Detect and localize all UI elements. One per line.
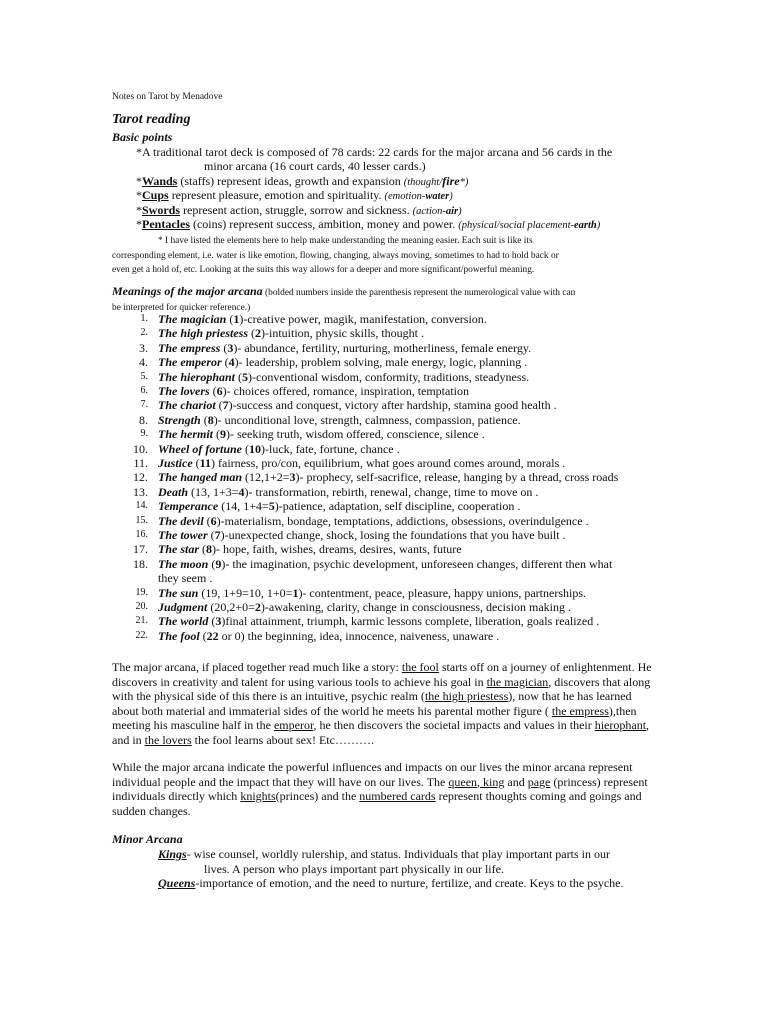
wands-text: (staffs) represent ideas, growth and expansion <box>177 174 404 188</box>
queens-text: -importance of emotion, and the need to nurture, fertilize, and create. Keys to the psyche. <box>195 876 624 890</box>
kings-label: Kings <box>158 847 187 861</box>
major-arcana-desc-1: (bolded numbers inside the parenthesis represent the numerological value with can <box>262 288 576 298</box>
item-text: The devil (6)-materialism, bondage, temptations, addictions, obsessions, overindulgence . <box>158 513 589 528</box>
wands-element: (thought/fire*) <box>403 174 469 188</box>
item-text: The hanged man (12,1+2=3)- prophecy, self-sacrifice, release, hanging by a thread, cross roads <box>158 470 619 485</box>
card-meaning: they seem . <box>158 571 213 586</box>
major-arcana-heading <box>112 284 660 315</box>
card-meaning: )- contentment, peace, pleasure, happy unions, partnerships. <box>298 585 587 600</box>
major-arcana-item <box>0 384 768 398</box>
card-name: The devil <box>158 513 204 528</box>
minor-arcana-title: Minor Arcana <box>112 832 183 846</box>
item-number: 19. <box>135 586 148 598</box>
basic-line-1: *A traditional tarot deck is composed of 78 cards: 22 cards for the major arcana and 56 cards in the <box>136 145 613 159</box>
basic-line-2: minor arcana (16 court cards, 40 lesser cards.) <box>204 159 426 173</box>
minor-intro-paragraph: While the major arcana indicate the powerful influences and impacts on our lives the minor arcana represent individual people and the impact that they will have on our lives. The queen, king and page (princess) represent individuals directly which knights(princes) and the numbered cards represent thoughts coming and goings and sudden changes. <box>112 760 648 818</box>
card-meaning: ) fairness, pro/con, equilibrium, what goes around comes around, morals . <box>211 456 566 470</box>
numerology-value: 4 <box>228 355 235 370</box>
major-arcana-item <box>0 600 768 614</box>
link-knights: knights <box>240 789 276 803</box>
card-meaning: )-creative power, magik, manifestation, conversion. <box>239 312 487 326</box>
item-number: 8. <box>139 412 148 427</box>
numerology-value: 7 <box>214 528 221 542</box>
numerology-value: 1 <box>233 312 240 326</box>
card-name: The chariot <box>158 398 216 413</box>
bullet-star: * <box>136 217 142 231</box>
numerology-value: 6 <box>210 513 217 528</box>
numerology-value: 2 <box>254 600 261 614</box>
numerology-value: 5 <box>242 369 249 384</box>
item-number: 21. <box>135 615 148 627</box>
item-number: 14. <box>135 500 148 512</box>
page-title: Tarot reading <box>112 112 191 127</box>
pentacles-text: (coins) represent success, ambition, money and power. <box>189 217 459 231</box>
item-number: 5. <box>140 370 148 382</box>
major-arcana-item <box>0 557 768 571</box>
major-arcana-item <box>0 398 768 412</box>
card-name: The tower <box>158 528 208 542</box>
major-arcana-item <box>0 370 768 384</box>
major-arcana-item <box>0 499 768 513</box>
major-arcana-item <box>0 629 768 643</box>
card-name: The hierophant <box>158 369 236 384</box>
swords-element: (action-air) <box>412 206 462 217</box>
card-name: The high priestess <box>158 326 249 341</box>
bullet-star: * <box>136 188 142 202</box>
card-name: The sun <box>158 585 199 600</box>
card-meaning: )-success and conquest, victory after hardship, stamina good health . <box>228 398 557 413</box>
item-number: 9. <box>140 428 148 440</box>
bullet-star: * <box>136 174 142 188</box>
suit-cups: Cups <box>142 188 169 202</box>
numerology-value: 9 <box>215 556 222 571</box>
item-number: 7. <box>140 399 148 411</box>
card-meaning: )-awakening, clarity, change in consciousness, decision making . <box>260 600 572 614</box>
link-emperor: emperor <box>273 718 314 732</box>
major-arcana-item <box>0 571 768 585</box>
item-number: 17. <box>133 542 148 557</box>
item-text: The fool (22 or 0) the beginning, idea, innocence, naiveness, unaware . <box>158 628 500 643</box>
cups-element: (emotion-water) <box>384 191 453 202</box>
numerology-value: 7 <box>222 398 229 413</box>
numerology-value: 9 <box>220 427 227 442</box>
major-arcana-title: Meanings of the major arcana <box>112 284 263 298</box>
major-arcana-item <box>0 427 768 441</box>
major-arcana-item <box>0 442 768 456</box>
suit-swords: Swords <box>142 203 181 217</box>
suit-wands: Wands <box>142 174 178 188</box>
card-meaning: )- abundance, fertility, nurturing, motherliness, female energy. <box>233 340 532 355</box>
link-hierophant: hierophant <box>594 718 647 732</box>
card-name: The magician <box>158 312 227 326</box>
numerology-value: 10 <box>249 441 261 456</box>
card-name: The world <box>158 614 209 629</box>
major-arcana-item <box>0 341 768 355</box>
major-arcana-item <box>0 456 768 470</box>
card-name: The star <box>158 542 200 557</box>
numerology-value: 8 <box>207 412 214 427</box>
item-text <box>158 571 212 586</box>
item-number: 4. <box>139 355 148 370</box>
link-high-priestess: the high priestess <box>424 689 509 703</box>
card-name: The lovers <box>158 384 210 398</box>
item-number: 1. <box>140 313 148 324</box>
major-arcana-item <box>0 413 768 427</box>
card-meaning: )- seeking truth, wisdom offered, conscience, silence . <box>226 427 485 442</box>
item-number: 11. <box>133 456 148 470</box>
card-meaning: )-intuition, physic skills, thought . <box>261 326 425 341</box>
card-name: The empress <box>158 340 221 355</box>
major-arcana-item <box>0 355 768 369</box>
card-name: Temperance <box>158 499 219 514</box>
card-name: Justice <box>158 456 193 470</box>
card-name: The hermit <box>158 427 214 442</box>
footnote-line-3: even get a hold of, etc. Looking at the suits this way allows for a deeper and more significant/powerful meaning. <box>112 265 535 275</box>
numerology-value: 5 <box>268 499 275 514</box>
link-queen-king: queen, king <box>448 774 505 789</box>
pentacles-line <box>136 217 600 233</box>
major-arcana-item <box>0 470 768 484</box>
item-number: 18. <box>133 556 148 571</box>
bullet-star: * <box>136 203 142 217</box>
item-text: The hermit (9)- seeking truth, wisdom offered, conscience, silence . <box>158 427 485 442</box>
link-the-empress: the empress <box>551 703 609 718</box>
queens-line <box>158 876 624 890</box>
item-text: Justice (11) fairness, pro/con, equilibrium, what goes around comes around, morals . <box>158 456 566 470</box>
item-text: The empress (3)- abundance, fertility, nurturing, motherliness, female energy. <box>158 340 532 355</box>
card-meaning: or 0) the beginning, idea, innocence, naiveness, unaware . <box>218 628 500 643</box>
item-text: The tower (7)-unexpected change, shock, losing the foundations that you have built . <box>158 528 566 542</box>
pentacles-element: (physical/social placement-earth) <box>458 220 601 231</box>
header-note: Notes on Tarot by Menadove <box>112 92 223 102</box>
major-arcana-item <box>0 586 768 600</box>
item-number: 16. <box>135 529 148 540</box>
numerology-value: 8 <box>206 542 213 557</box>
link-the-fool: the fool <box>401 660 439 674</box>
kings-text: - wise counsel, worldly rulership, and status. Individuals that play important parts in our <box>186 847 610 861</box>
item-text: Death (13, 1+3=4)- transformation, rebirth, renewal, change, time to move on . <box>158 484 539 499</box>
item-text: The sun (19, 1+9=10, 1+0=1)- contentment, peace, pleasure, happy unions, partnerships. <box>158 585 587 600</box>
item-text: Wheel of fortune (10)-luck, fate, fortune, chance . <box>158 441 400 456</box>
item-text: The emperor (4)- leadership, problem solving, male energy, logic, planning . <box>158 355 528 370</box>
link-the-magician: the magician <box>486 674 549 689</box>
card-meaning: )- transformation, rebirth, renewal, change, time to move on . <box>244 484 539 499</box>
card-name: The moon <box>158 556 209 571</box>
item-text: Strength (8)- unconditional love, strength, calmness, compassion, patience. <box>158 412 521 427</box>
numerology-value: 2 <box>255 326 262 341</box>
card-name: The hanged man <box>158 470 243 485</box>
major-arcana-item <box>0 326 768 340</box>
card-name: Strength <box>158 412 201 427</box>
cups-text: represent pleasure, emotion and spirituality. <box>168 188 385 202</box>
item-text: The lovers (6)- choices offered, romance, inspiration, temptation <box>158 384 470 398</box>
item-number: 12. <box>133 470 148 485</box>
item-text: The magician (1)-creative power, magik, manifestation, conversion. <box>158 312 487 326</box>
item-number: 22. <box>135 629 148 641</box>
major-arcana-item <box>0 542 768 556</box>
card-meaning: )-luck, fate, fortune, chance . <box>261 441 400 456</box>
card-meaning: )- leadership, problem solving, male energy, logic, planning . <box>234 355 528 370</box>
link-page: page <box>527 774 551 789</box>
link-numbered-cards: numbered cards <box>359 789 436 803</box>
numerology-value: 3 <box>215 614 222 629</box>
card-name: The fool <box>158 628 200 643</box>
item-text: The chariot (7)-success and conquest, victory after hardship, stamina good health . <box>158 398 557 413</box>
kings-line-2: lives. A person who plays important part physically in our life. <box>204 862 504 876</box>
card-meaning: )-materialism, bondage, temptations, addictions, obsessions, overindulgence . <box>216 513 589 528</box>
item-number: 20. <box>135 601 148 612</box>
major-arcana-item <box>0 312 768 326</box>
card-name: Wheel of fortune <box>158 441 242 456</box>
footnote-line-1: * I have listed the elements here to help make understanding the meaning easier. Each suit is like its <box>158 236 533 246</box>
queens-label: Queens <box>158 876 196 890</box>
item-text: The star (8)- hope, faith, wishes, dreams, desires, wants, future <box>158 542 462 557</box>
card-name: Death <box>158 484 188 499</box>
item-text: The hierophant (5)-conventional wisdom, conformity, traditions, steadyness. <box>158 369 530 384</box>
item-number: 2. <box>140 327 148 339</box>
major-arcana-item <box>0 485 768 499</box>
numerology-value: 6 <box>216 384 223 398</box>
item-number: 3. <box>139 340 148 355</box>
card-meaning: )- prophecy, self-sacrifice, release, hanging by a thread, cross roads <box>295 470 619 485</box>
card-meaning: )- the imagination, psychic development, unforeseen changes, different then what <box>221 556 613 571</box>
card-meaning: )-patience, adaptation, self discipline, cooperation . <box>274 499 521 514</box>
card-name: The emperor <box>158 355 222 370</box>
numerology-value: 4 <box>238 484 245 499</box>
section-subtitle: Basic points <box>112 130 173 144</box>
item-text: The world (3)final attainment, triumph, karmic lessons complete, liberation, goals realized . <box>158 614 600 629</box>
numerology-value: 3 <box>227 340 234 355</box>
major-arcana-desc-2: be interpreted for quicker reference.) <box>112 302 251 313</box>
major-arcana-item <box>0 614 768 628</box>
major-arcana-item <box>0 528 768 542</box>
item-text: The high priestess (2)-intuition, physic skills, thought . <box>158 326 425 341</box>
link-the-lovers: the lovers <box>144 732 192 747</box>
item-number: 15. <box>135 514 148 526</box>
card-meaning: )-unexpected change, shock, losing the foundations that you have built . <box>220 528 566 542</box>
numerology-value: 11 <box>199 456 212 470</box>
item-text: Judgment (20,2+0=2)-awakening, clarity, change in consciousness, decision making . <box>158 600 572 614</box>
swords-text: represent action, struggle, sorrow and sickness. <box>180 203 413 217</box>
story-paragraph: The major arcana, if placed together read much like a story: the fool starts off on a journey of enlightenment. He discovers in creativity and talent for using various tools to achieve his goal in the magician, discovers that along with the physical side of this there is an intuitive, psychic realm (the high priestess), now that he has learned about both material and immaterial sides of the world he meets his parental mother figure ( the empress),then meeting his masculine half in the emperor, he then discovers the societal impacts and values in their hierophant, and in the lovers the fool learns about sex! Etc………. <box>112 660 652 747</box>
footnote-line-2: corresponding element, i.e. water is like emotion, flowing, changing, always moving, sometimes to had to hold back or <box>112 250 559 261</box>
card-meaning: )final attainment, triumph, karmic lessons complete, liberation, goals realized . <box>221 614 600 629</box>
item-number: 10. <box>133 441 148 456</box>
card-meaning: )- hope, faith, wishes, dreams, desires, wants, future <box>212 542 462 557</box>
card-meaning: )-conventional wisdom, conformity, traditions, steadyness. <box>248 369 530 384</box>
numerology-value: 3 <box>289 470 296 485</box>
cups-line <box>136 188 453 204</box>
item-number: 6. <box>140 385 148 396</box>
elements-footnote <box>112 234 660 278</box>
item-text: Temperance (14, 1+4=5)-patience, adaptation, self discipline, cooperation . <box>158 499 521 514</box>
card-name: Judgment <box>158 600 208 614</box>
numerology-value: 22 <box>206 628 219 643</box>
card-meaning: )- choices offered, romance, inspiration, temptation <box>222 384 470 398</box>
item-text: The moon (9)- the imagination, psychic development, unforeseen changes, different then what <box>158 556 613 571</box>
item-number: 13. <box>133 484 148 499</box>
major-arcana-item <box>0 514 768 528</box>
kings-line <box>158 847 610 861</box>
card-meaning: )- unconditional love, strength, calmness, compassion, patience. <box>213 412 521 427</box>
suit-pentacles: Pentacles <box>142 217 190 231</box>
numerology-value: 1 <box>292 585 299 600</box>
